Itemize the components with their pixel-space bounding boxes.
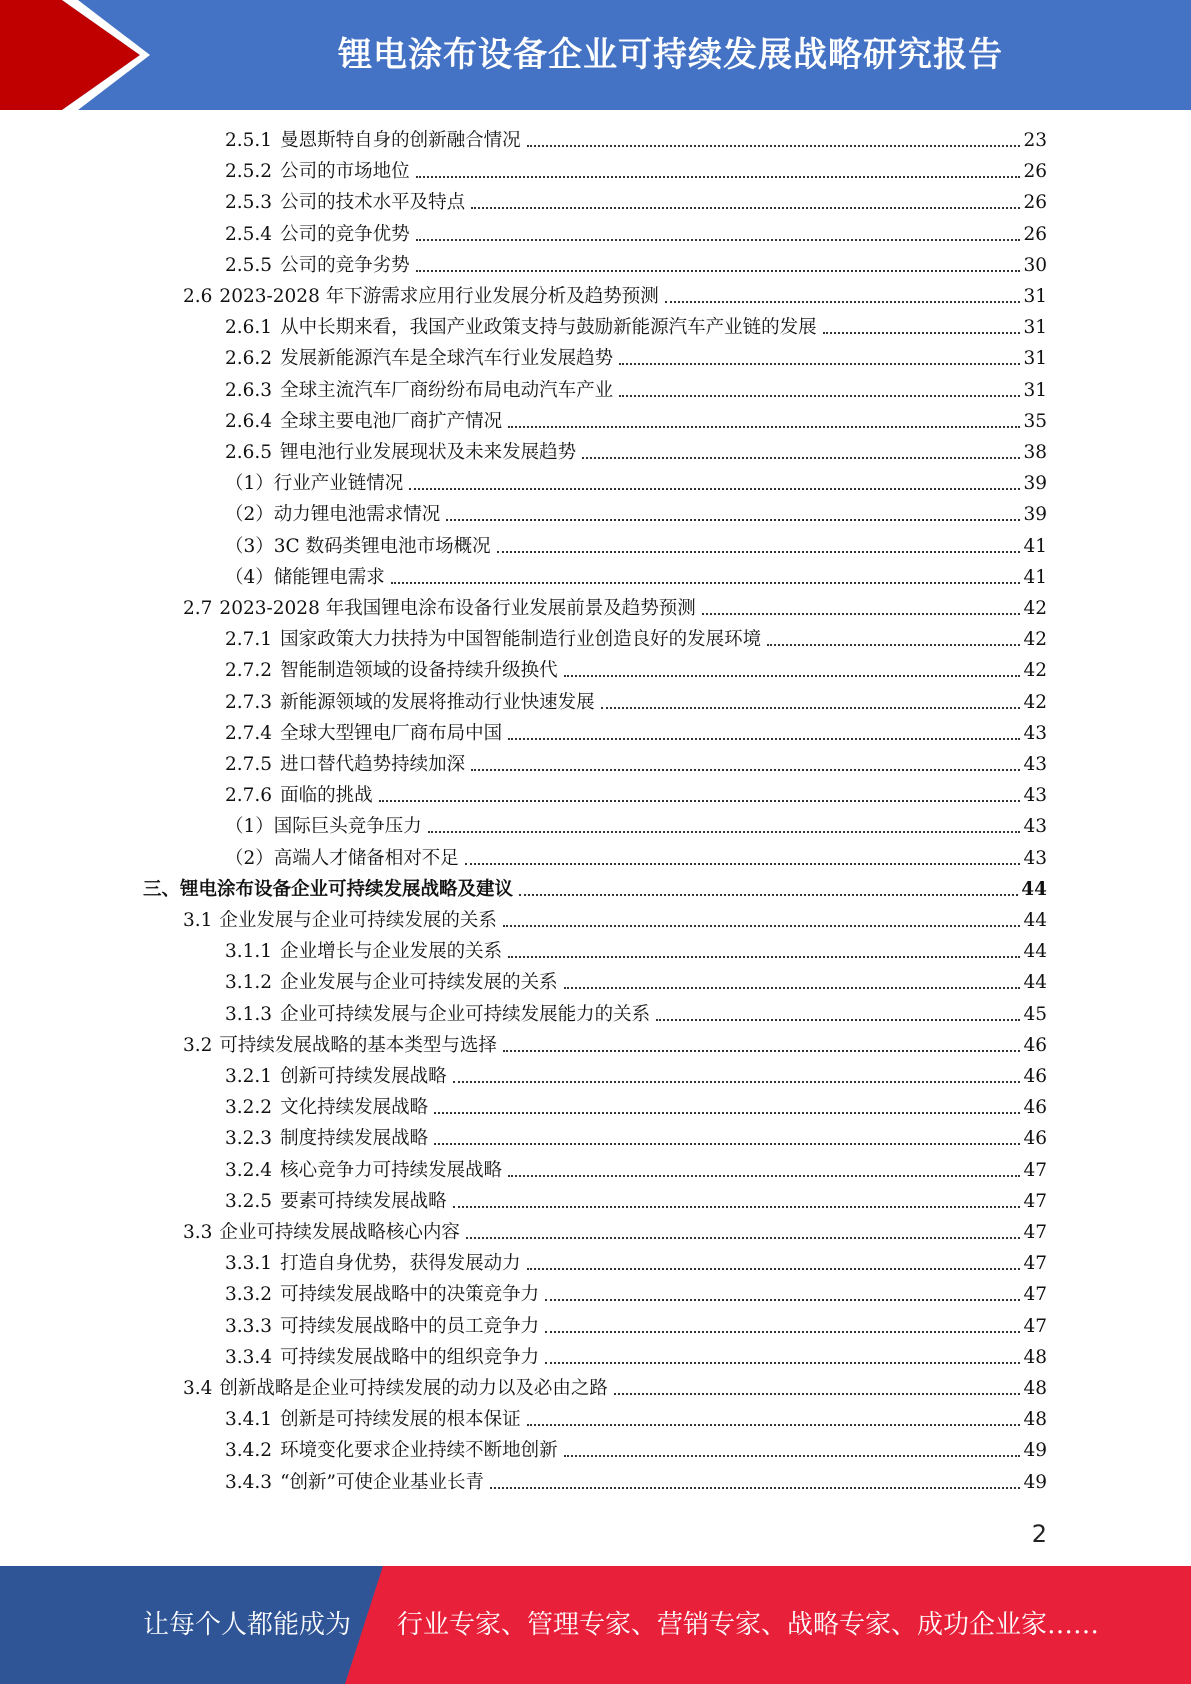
toc-entry-number: （1） bbox=[225, 473, 274, 495]
toc-entry-title: 进口替代趋势持续加深 bbox=[280, 754, 466, 775]
toc-entry-page: 44 bbox=[1021, 878, 1047, 900]
toc-entry-page: 31 bbox=[1023, 317, 1047, 339]
toc-entry-title: 2023-2028 年下游需求应用行业发展分析及趋势预测 bbox=[219, 286, 659, 307]
toc-entry-number: 2.7.4 bbox=[225, 722, 273, 744]
toc-entry-page: 44 bbox=[1023, 972, 1047, 994]
toc-entry-number: 3.2.5 bbox=[225, 1190, 273, 1212]
toc-entry-title: 高端人才储备相对不足 bbox=[273, 847, 459, 869]
toc-entry[interactable] bbox=[225, 1064, 1047, 1090]
toc-leader-dots bbox=[508, 1175, 1020, 1177]
toc-entry-number: （1） bbox=[225, 816, 274, 838]
toc-entry-page: 44 bbox=[1023, 941, 1047, 963]
toc-entry-number: 3.4.3 bbox=[225, 1471, 273, 1493]
toc-entry-page: 46 bbox=[1023, 1066, 1047, 1087]
page-number: 2 bbox=[1031, 1520, 1047, 1548]
toc-entry-number: 3.1.1 bbox=[225, 941, 273, 963]
toc-entry-number: 2.6.5 bbox=[225, 442, 273, 463]
toc-leader-dots bbox=[564, 675, 1021, 677]
toc-leader-dots bbox=[527, 145, 1021, 147]
toc-entry[interactable] bbox=[225, 315, 1047, 341]
toc-leader-dots bbox=[545, 1331, 1020, 1333]
toc-entry[interactable] bbox=[225, 471, 1047, 497]
toc-entry-page: 26 bbox=[1023, 161, 1047, 183]
toc-entry-number: （3） bbox=[225, 535, 274, 557]
toc-entry-title: 企业发展与企业可持续发展的关系 bbox=[219, 910, 497, 931]
toc-leader-dots bbox=[564, 1455, 1021, 1457]
toc-leader-dots bbox=[508, 738, 1020, 740]
toc-entry-page: 43 bbox=[1023, 847, 1047, 869]
toc-entry[interactable] bbox=[225, 721, 1047, 747]
toc-entry-title: 公司的市场地位 bbox=[280, 161, 410, 183]
toc-entry[interactable] bbox=[225, 1189, 1047, 1215]
page-footer bbox=[0, 1566, 1191, 1684]
toc-entry-number: （2） bbox=[225, 504, 274, 526]
toc-entry-title: 企业可持续发展与企业可持续发展能力的关系 bbox=[280, 1003, 651, 1025]
toc-entry-title: 曼恩斯特自身的创新融合情况 bbox=[280, 130, 521, 151]
toc-entry[interactable] bbox=[225, 378, 1047, 404]
toc-entry[interactable] bbox=[225, 1095, 1047, 1121]
footer-slogan-left: 让每个人都能成为 bbox=[143, 1610, 352, 1640]
toc-entry-page: 42 bbox=[1023, 660, 1047, 682]
toc-entry-title: 全球主流汽车厂商纷纷布局电动汽车产业 bbox=[280, 379, 614, 401]
toc-entry-title: 智能制造领域的设备持续升级换代 bbox=[280, 660, 558, 682]
toc-entry-page: 31 bbox=[1023, 348, 1047, 370]
toc-entry-page: 47 bbox=[1023, 1222, 1047, 1243]
toc-entry-number: 3.3.3 bbox=[225, 1315, 273, 1337]
toc-entry-page: 43 bbox=[1023, 785, 1047, 807]
toc-leader-dots bbox=[508, 426, 1020, 428]
toc-entry-number: 2.5.1 bbox=[225, 130, 273, 151]
toc-entry-page: 49 bbox=[1023, 1471, 1047, 1493]
toc-entry-title: 可持续发展战略中的决策竞争力 bbox=[280, 1284, 540, 1306]
toc-entry-number: 2.5.3 bbox=[225, 192, 273, 214]
toc-leader-dots bbox=[497, 551, 1021, 553]
toc-entry-number: 2.7.2 bbox=[225, 660, 273, 682]
toc-leader-dots bbox=[619, 395, 1020, 397]
toc-entry-page: 42 bbox=[1023, 629, 1047, 651]
toc-entry[interactable] bbox=[225, 1002, 1047, 1028]
toc-entry[interactable] bbox=[225, 502, 1047, 528]
toc-entry-number: 3.2.1 bbox=[225, 1066, 273, 1087]
toc-entry[interactable] bbox=[225, 159, 1047, 185]
toc-leader-dots bbox=[601, 707, 1021, 709]
toc-entry[interactable] bbox=[225, 1126, 1047, 1152]
toc-leader-dots bbox=[416, 239, 1021, 241]
toc-entry-title: 从中长期来看，我国产业政策支持与鼓励新能源汽车产业链的发展 bbox=[280, 317, 817, 339]
toc-entry-page: 42 bbox=[1023, 598, 1047, 619]
toc-entry-title: 新能源领域的发展将推动行业快速发展 bbox=[280, 691, 595, 713]
toc-entry-number: 3.1.2 bbox=[225, 972, 273, 994]
toc-entry-number: 2.6 bbox=[183, 286, 213, 307]
toc-entry-page: 26 bbox=[1023, 223, 1047, 245]
toc-entry-page: 43 bbox=[1023, 722, 1047, 744]
toc-entry-title: 要素可持续发展战略 bbox=[280, 1190, 447, 1212]
toc-entry-page: 47 bbox=[1023, 1190, 1047, 1212]
toc-entry-number: 2.5.4 bbox=[225, 223, 273, 245]
toc-entry[interactable] bbox=[225, 658, 1047, 684]
toc-entry-number: 3.2.4 bbox=[225, 1159, 273, 1181]
toc-entry[interactable] bbox=[225, 409, 1047, 435]
toc-leader-dots bbox=[434, 1143, 1020, 1145]
toc-leader-dots bbox=[471, 769, 1020, 771]
toc-leader-dots bbox=[391, 582, 1021, 584]
toc-entry-title: 创新是可持续发展的根本保证 bbox=[280, 1409, 521, 1431]
toc-entry[interactable] bbox=[225, 190, 1047, 216]
toc-entry-page: 43 bbox=[1023, 816, 1047, 838]
toc-entry[interactable] bbox=[183, 596, 1047, 622]
toc-entry-number: 3.1.3 bbox=[225, 1003, 273, 1025]
toc-entry-title: 公司的竞争优势 bbox=[280, 223, 410, 245]
toc-entry[interactable] bbox=[225, 1407, 1047, 1433]
toc-entry-number: 3.2 bbox=[183, 1034, 213, 1056]
toc-entry-title: 公司的技术水平及特点 bbox=[280, 192, 466, 214]
toc-entry-page: 47 bbox=[1023, 1284, 1047, 1306]
toc-entry-number: 2.7.6 bbox=[225, 785, 273, 807]
toc-entry-page: 49 bbox=[1023, 1440, 1047, 1462]
toc-entry[interactable] bbox=[225, 440, 1047, 466]
toc-leader-dots bbox=[702, 613, 1021, 615]
toc-entry-title: 国际巨头竞争压力 bbox=[273, 816, 422, 838]
toc-entry-number: 2.7 bbox=[183, 598, 213, 619]
toc-leader-dots bbox=[545, 1299, 1020, 1301]
toc-entry-title: 公司的竞争劣势 bbox=[280, 254, 410, 276]
toc-entry-number: 2.5.5 bbox=[225, 254, 273, 276]
toc-entry-page: 46 bbox=[1023, 1034, 1047, 1056]
toc-leader-dots bbox=[416, 270, 1021, 272]
toc-leader-dots bbox=[428, 831, 1021, 833]
toc-entry-page: 45 bbox=[1023, 1003, 1047, 1025]
toc-entry[interactable] bbox=[225, 1314, 1047, 1340]
toc-entry-number: 2.7.1 bbox=[225, 629, 273, 651]
toc-entry-number: （4） bbox=[225, 566, 274, 588]
toc-entry-title: 储能锂电需求 bbox=[273, 566, 385, 588]
toc-entry-title: 可持续发展战略中的组织竞争力 bbox=[280, 1346, 540, 1368]
toc-entry-page: 38 bbox=[1023, 442, 1047, 463]
toc-entry[interactable] bbox=[183, 1033, 1047, 1059]
toc-entry-page: 46 bbox=[1023, 1097, 1047, 1119]
toc-entry-title: 面临的挑战 bbox=[280, 785, 373, 807]
toc-leader-dots bbox=[490, 1487, 1020, 1489]
toc-entry-page: 23 bbox=[1023, 130, 1047, 151]
toc-entry-number: （2） bbox=[225, 847, 274, 869]
toc-entry-number: 3.2.2 bbox=[225, 1097, 273, 1119]
toc-entry-title: 创新可持续发展战略 bbox=[280, 1066, 447, 1087]
toc-entry[interactable] bbox=[225, 1438, 1047, 1464]
toc-entry[interactable] bbox=[225, 346, 1047, 372]
toc-leader-dots bbox=[767, 644, 1020, 646]
red-chevron-decoration bbox=[0, 0, 150, 110]
toc-entry-number: 3.3.2 bbox=[225, 1284, 273, 1306]
toc-entry-number: 2.6.4 bbox=[225, 410, 273, 432]
toc-entry-number: 2.7.5 bbox=[225, 754, 273, 775]
toc-leader-dots bbox=[503, 925, 1021, 927]
toc-leader-dots bbox=[465, 863, 1021, 865]
toc-entry-title: 企业发展与企业可持续发展的关系 bbox=[280, 972, 558, 994]
toc-entry-page: 47 bbox=[1023, 1315, 1047, 1337]
toc-leader-dots bbox=[519, 894, 1018, 896]
toc-entry-number: 3.3.1 bbox=[225, 1253, 273, 1275]
toc-entry-page: 46 bbox=[1023, 1128, 1047, 1150]
toc-leader-dots bbox=[656, 1019, 1020, 1021]
toc-entry-page: 48 bbox=[1023, 1378, 1047, 1399]
toc-entry-page: 43 bbox=[1023, 754, 1047, 775]
toc-entry-number: 2.5.2 bbox=[225, 161, 273, 183]
footer-slogan-right: 行业专家、管理专家、营销专家、战略专家、成功企业家…… bbox=[397, 1610, 1100, 1640]
toc-entry[interactable] bbox=[183, 1220, 1047, 1246]
toc-entry[interactable] bbox=[225, 222, 1047, 248]
toc-entry[interactable] bbox=[225, 565, 1047, 591]
toc-entry[interactable] bbox=[225, 814, 1047, 840]
toc-leader-dots bbox=[527, 1424, 1021, 1426]
toc-leader-dots bbox=[409, 488, 1020, 490]
toc-entry-title: 动力锂电池需求情况 bbox=[273, 504, 441, 526]
toc-entry-number: 三、 bbox=[143, 878, 181, 900]
toc-entry-title: 全球主要电池厂商扩产情况 bbox=[280, 410, 503, 432]
toc-entry-title: 3C 数码类锂电池市场概况 bbox=[273, 535, 491, 557]
toc-entry-page: 41 bbox=[1023, 535, 1047, 557]
toc-entry-page: 35 bbox=[1023, 410, 1047, 432]
toc-leader-dots bbox=[453, 1081, 1021, 1083]
toc-leader-dots bbox=[508, 956, 1020, 958]
toc-entry-title: 核心竞争力可持续发展战略 bbox=[280, 1159, 503, 1181]
toc-entry[interactable] bbox=[183, 1376, 1047, 1402]
toc-entry-number: 3.3.4 bbox=[225, 1346, 273, 1368]
toc-entry-title: 可持续发展战略的基本类型与选择 bbox=[219, 1034, 497, 1056]
toc-entry[interactable] bbox=[225, 627, 1047, 653]
toc-entry-title: 制度持续发展战略 bbox=[280, 1128, 429, 1150]
toc-entry-number: 2.7.3 bbox=[225, 691, 273, 713]
toc-leader-dots bbox=[466, 1237, 1021, 1239]
report-title: 锂电涂布设备企业可持续发展战略研究报告 bbox=[338, 35, 1003, 75]
toc-entry[interactable] bbox=[225, 1158, 1047, 1184]
toc-entry-title: “创新”可使企业基业长青 bbox=[280, 1471, 484, 1493]
toc-entry-page: 30 bbox=[1023, 254, 1047, 276]
toc-entry-page: 41 bbox=[1023, 566, 1047, 588]
toc-entry[interactable] bbox=[225, 1470, 1047, 1496]
toc-leader-dots bbox=[614, 1393, 1021, 1395]
toc-leader-dots bbox=[446, 519, 1020, 521]
toc-entry-number: 3.2.3 bbox=[225, 1128, 273, 1150]
toc-entry-number: 2.6.2 bbox=[225, 348, 273, 370]
toc-entry[interactable] bbox=[225, 846, 1047, 872]
toc-entry[interactable] bbox=[225, 690, 1047, 716]
toc-entry-title: 企业可持续发展战略核心内容 bbox=[219, 1222, 460, 1243]
toc-entry-page: 47 bbox=[1023, 1253, 1047, 1275]
toc-entry-page: 44 bbox=[1023, 910, 1047, 931]
toc-entry-title: 锂电涂布设备企业可持续发展战略及建议 bbox=[180, 878, 514, 900]
toc-entry-page: 39 bbox=[1023, 473, 1047, 495]
toc-leader-dots bbox=[619, 363, 1020, 365]
toc-entry[interactable] bbox=[183, 284, 1047, 310]
toc-entry-number: 3.4.2 bbox=[225, 1440, 273, 1462]
toc-leader-dots bbox=[823, 332, 1021, 334]
toc-entry-title: 文化持续发展战略 bbox=[280, 1097, 429, 1119]
toc-leader-dots bbox=[582, 457, 1020, 459]
page-header bbox=[0, 0, 1191, 110]
toc-entry-page: 31 bbox=[1023, 379, 1047, 401]
toc-entry-page: 31 bbox=[1023, 286, 1047, 307]
toc-leader-dots bbox=[416, 176, 1021, 178]
toc-entry-page: 42 bbox=[1023, 691, 1047, 713]
toc-entry[interactable] bbox=[143, 877, 1047, 903]
toc-entry[interactable] bbox=[225, 783, 1047, 809]
toc-entry-number: 2.6.1 bbox=[225, 317, 273, 339]
toc-entry[interactable] bbox=[225, 752, 1047, 778]
toc-entry[interactable] bbox=[225, 1345, 1047, 1371]
toc-entry-number: 3.4.1 bbox=[225, 1409, 273, 1431]
toc-leader-dots bbox=[527, 1268, 1021, 1270]
toc-entry-number: 3.1 bbox=[183, 910, 213, 931]
toc-entry-title: 行业产业链情况 bbox=[273, 473, 404, 495]
toc-leader-dots bbox=[564, 987, 1021, 989]
toc-entry[interactable] bbox=[225, 1251, 1047, 1277]
toc-entry[interactable] bbox=[225, 1282, 1047, 1308]
toc-entry[interactable] bbox=[183, 908, 1047, 934]
toc-leader-dots bbox=[434, 1112, 1020, 1114]
toc-entry-title: 可持续发展战略中的员工竞争力 bbox=[280, 1315, 540, 1337]
toc-leader-dots bbox=[471, 207, 1020, 209]
toc-entry-title: 国家政策大力扶持为中国智能制造行业创造良好的发展环境 bbox=[280, 629, 762, 651]
toc-entry-title: 打造自身优势，获得发展动力 bbox=[280, 1253, 521, 1275]
toc-leader-dots bbox=[379, 800, 1021, 802]
toc-leader-dots bbox=[545, 1362, 1020, 1364]
toc-leader-dots bbox=[503, 1050, 1021, 1052]
toc-entry-page: 47 bbox=[1023, 1159, 1047, 1181]
toc-entry-title: 企业增长与企业发展的关系 bbox=[280, 941, 503, 963]
toc-leader-dots bbox=[453, 1206, 1021, 1208]
toc-entry[interactable] bbox=[225, 939, 1047, 965]
toc-leader-dots bbox=[665, 301, 1021, 303]
toc-entry-title: 创新战略是企业可持续发展的动力以及必由之路 bbox=[219, 1378, 608, 1399]
toc-entry[interactable] bbox=[225, 253, 1047, 279]
toc-entry-title: 发展新能源汽车是全球汽车行业发展趋势 bbox=[280, 348, 614, 370]
toc-entry[interactable] bbox=[225, 970, 1047, 996]
toc-entry-title: 全球大型锂电厂商布局中国 bbox=[280, 722, 503, 744]
toc-entry-title: 2023-2028 年我国锂电涂布设备行业发展前景及趋势预测 bbox=[219, 598, 696, 619]
toc-entry-number: 3.4 bbox=[183, 1378, 213, 1399]
toc-entry-page: 39 bbox=[1023, 504, 1047, 526]
toc-entry-title: 环境变化要求企业持续不断地创新 bbox=[280, 1440, 558, 1462]
toc-entry-number: 2.6.3 bbox=[225, 379, 273, 401]
toc-entry-number: 3.3 bbox=[183, 1222, 213, 1243]
toc-entry[interactable] bbox=[225, 534, 1047, 560]
toc-entry-page: 26 bbox=[1023, 192, 1047, 214]
toc-entry-page: 48 bbox=[1023, 1409, 1047, 1431]
toc-entry[interactable] bbox=[225, 128, 1047, 154]
toc-entry-title: 锂电池行业发展现状及未来发展趋势 bbox=[280, 442, 577, 463]
toc-entry-page: 48 bbox=[1023, 1346, 1047, 1368]
